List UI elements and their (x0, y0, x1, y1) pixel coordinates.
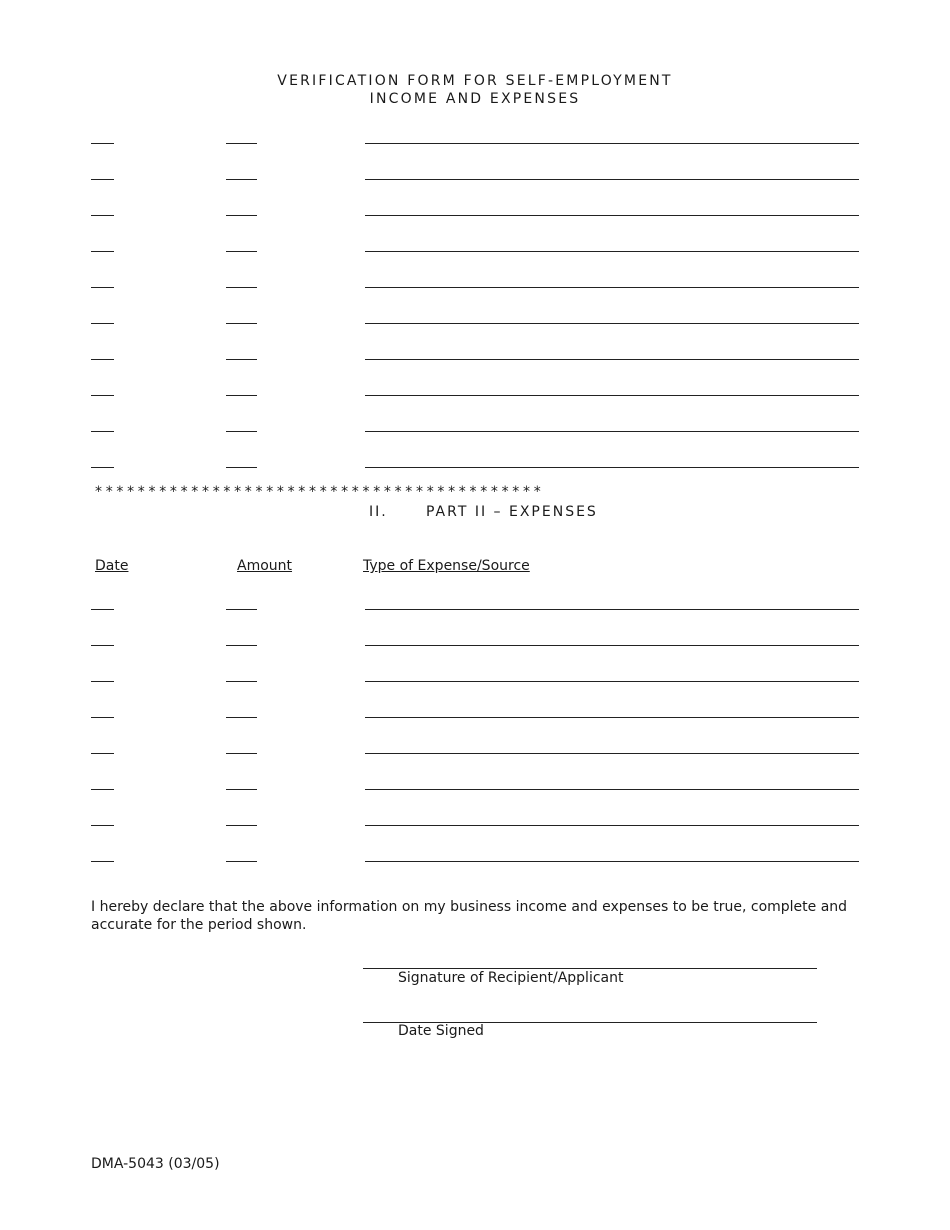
column-header-date: Date (95, 558, 129, 574)
form-number: DMA-5043 (03/05) (91, 1156, 220, 1172)
part-numeral: II. (369, 504, 388, 520)
income-row (0, 108, 950, 144)
income-row (0, 288, 950, 324)
expense-date-field[interactable] (91, 861, 114, 862)
income-type-field[interactable] (365, 467, 859, 468)
income-date-field[interactable] (91, 467, 114, 468)
income-row (0, 216, 950, 252)
form-title-line1: VERIFICATION FORM FOR SELF-EMPLOYMENT (277, 73, 673, 89)
part-title: PART II – EXPENSES (426, 504, 598, 520)
signature-line[interactable] (363, 968, 817, 969)
form-title-line2: INCOME AND EXPENSES (369, 91, 581, 107)
expense-entry-rows (0, 574, 950, 862)
expense-amount-field[interactable] (226, 861, 257, 862)
expense-row (0, 610, 950, 646)
income-row (0, 396, 950, 432)
expense-row (0, 682, 950, 718)
expense-row (0, 646, 950, 682)
expense-type-field[interactable] (365, 861, 859, 862)
expense-row (0, 826, 950, 862)
expense-row (0, 574, 950, 610)
expense-row (0, 754, 950, 790)
signature-label: Signature of Recipient/Applicant (398, 970, 624, 986)
column-header-type: Type of Expense/Source (363, 558, 530, 574)
expense-row (0, 790, 950, 826)
income-row (0, 360, 950, 396)
income-row (0, 252, 950, 288)
income-row (0, 180, 950, 216)
income-amount-field[interactable] (226, 467, 257, 468)
section-separator: ****************************************** (95, 484, 545, 500)
column-header-amount: Amount (237, 558, 293, 574)
declaration-text: I hereby declare that the above information on my business income and expenses to be true, complete and accurate for the period shown. (91, 899, 848, 933)
date-signed-label: Date Signed (398, 1023, 484, 1039)
expense-row (0, 718, 950, 754)
income-entry-rows (0, 108, 950, 468)
income-row (0, 144, 950, 180)
income-row (0, 324, 950, 360)
income-row (0, 432, 950, 468)
